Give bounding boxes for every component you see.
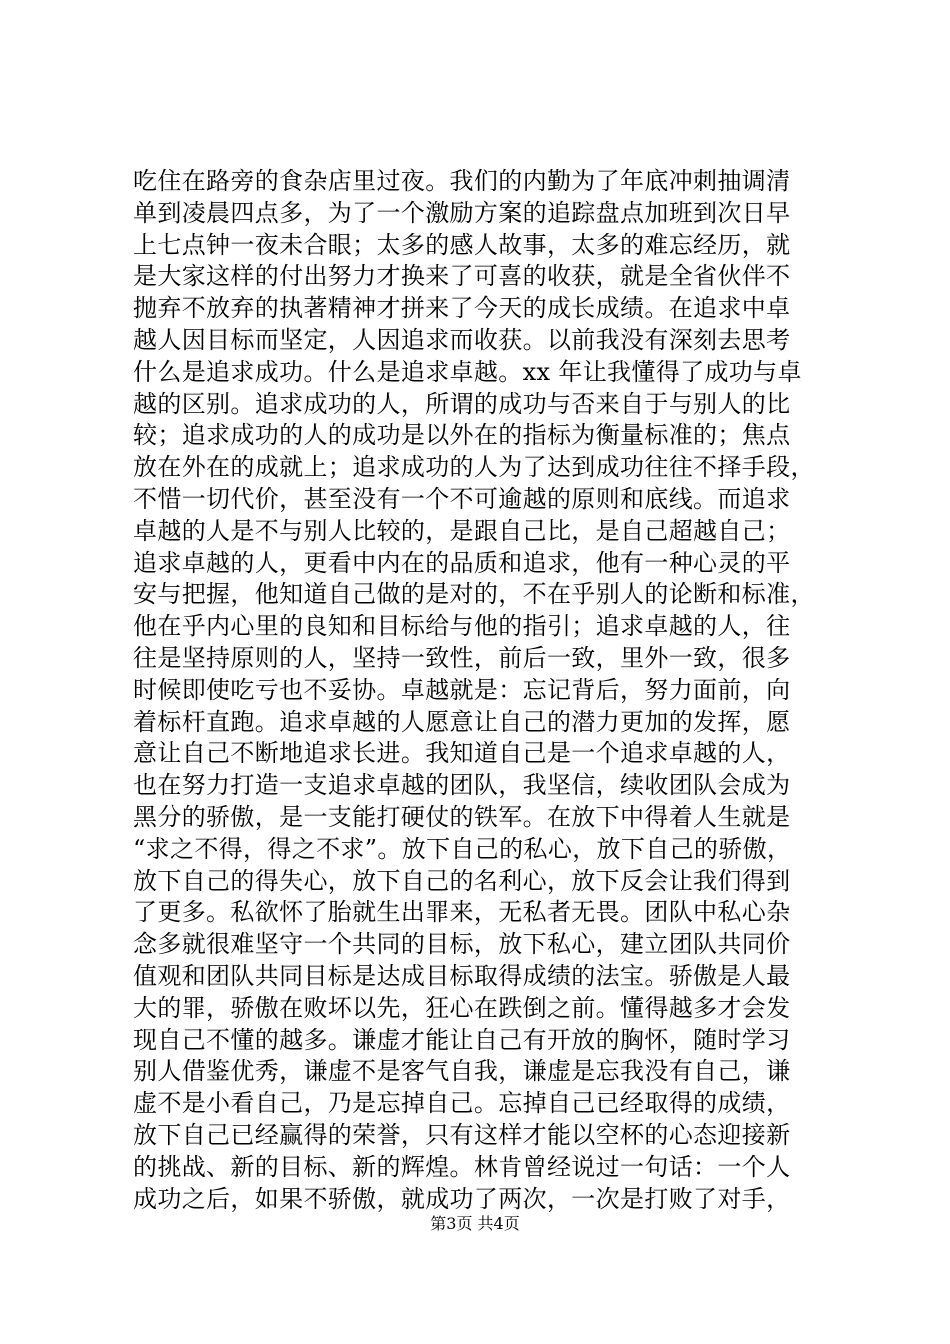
body-text-line: 大的罪，骄傲在败坏以先，狂心在跌倒之前。懂得越多才会发 (133, 993, 791, 1022)
body-text-line: 放下自己的得失心，放下自己的名利心，放下反会让我们得到 (133, 866, 791, 895)
body-text-line: 意让自己不断地追求长进。我知道自己是一个追求卓越的人， (133, 739, 791, 768)
body-text-line: 卓越的人是不与别人比较的，是跟自己比，是自己超越自己； (133, 516, 791, 545)
body-text-line: 越的区别。追求成功的人，所谓的成功与否来自于与别人的比 (133, 389, 791, 418)
body-text-line: 黑分的骄傲，是一支能打硬仗的铁军。在放下中得着人生就是 (133, 802, 791, 831)
body-text-line: 也在努力打造一支追求卓越的团队，我坚信，续收团队会成为 (133, 771, 791, 800)
body-text-line: 是大家这样的付出努力才换来了可喜的收获，就是全省伙伴不 (133, 262, 791, 291)
body-text-line: 了更多。私欲怀了胎就生出罪来，无私者无畏。团队中私心杂 (133, 898, 791, 927)
body-text-line: 较；追求成功的人的成功是以外在的指标为衡量标准的；焦点 (133, 421, 791, 450)
body-text-line: 吃住在路旁的食杂店里过夜。我们的内勤为了年底冲刺抽调清 (133, 167, 791, 195)
body-text-line: 放下自己已经赢得的荣誉，只有这样才能以空杯的心态迎接新 (133, 1120, 791, 1149)
body-text-line: “求之不得，得之不求”。放下自己的私心，放下自己的骄傲， (133, 834, 792, 863)
body-text-line: 成功之后，如果不骄傲，就成功了两次，一次是打败了对手， (133, 1184, 791, 1213)
body-text-line: 抛弃不放弃的执著精神才拼来了今天的成长成绩。在追求中卓 (133, 294, 791, 323)
body-text-line: 往是坚持原则的人，坚持一致性，前后一致，里外一致，很多 (133, 643, 791, 672)
body-text-line: 现自己不懂的越多。谦虚才能让自己有开放的胸怀，随时学习 (133, 1025, 791, 1054)
body-text-line: 单到凌晨四点多，为了一个激励方案的追踪盘点加班到次日早 (133, 198, 791, 227)
body-text-line: 着标杆直跑。追求卓越的人愿意让自己的潜力更加的发挥，愿 (133, 707, 791, 736)
body-text-line: 别人借鉴优秀，谦虚不是客气自我，谦虚是忘我没有自己，谦 (133, 1057, 791, 1086)
body-text-line: 放在外在的成就上；追求成功的人为了达到成功往往不择手段， (133, 453, 815, 482)
body-text-line: 值观和团队共同目标是达成目标取得成绩的法宝。骄傲是人最 (133, 961, 791, 990)
body-text-line: 什么是追求成功。什么是追求卓越。xx 年让我懂得了成功与卓 (133, 357, 802, 386)
body-text-line: 他在乎内心里的良知和目标给与他的指引；追求卓越的人，往 (133, 612, 791, 641)
body-text-line: 上七点钟一夜未合眼；太多的感人故事，太多的难忘经历，就 (133, 230, 791, 259)
body-text-line: 念多就很难坚守一个共同的目标，放下私心，建立团队共同价 (133, 930, 791, 959)
page-number-footer: 第3页 共4页 (430, 1214, 520, 1233)
body-text-line: 追求卓越的人，更看中内在的品质和追求，他有一种心灵的平 (133, 548, 791, 577)
body-text-line: 虚不是小看自己，乃是忘掉自己。忘掉自己已经取得的成绩， (133, 1089, 791, 1118)
body-text-line: 安与把握，他知道自己做的是对的，不在乎别人的论断和标准， (133, 580, 815, 609)
body-text-line: 越人因目标而坚定，人因追求而收获。以前我没有深刻去思考 (133, 325, 791, 354)
body-text (133, 166, 833, 1215)
body-text-line: 的挑战、新的目标、新的辉煌。林肯曾经说过一句话：一个人 (133, 1152, 791, 1181)
body-text-line: 不惜一切代价，甚至没有一个不可逾越的原则和底线。而追求 (133, 484, 791, 513)
body-text-line: 时候即使吃亏也不妥协。卓越就是：忘记背后，努力面前，向 (133, 675, 791, 704)
